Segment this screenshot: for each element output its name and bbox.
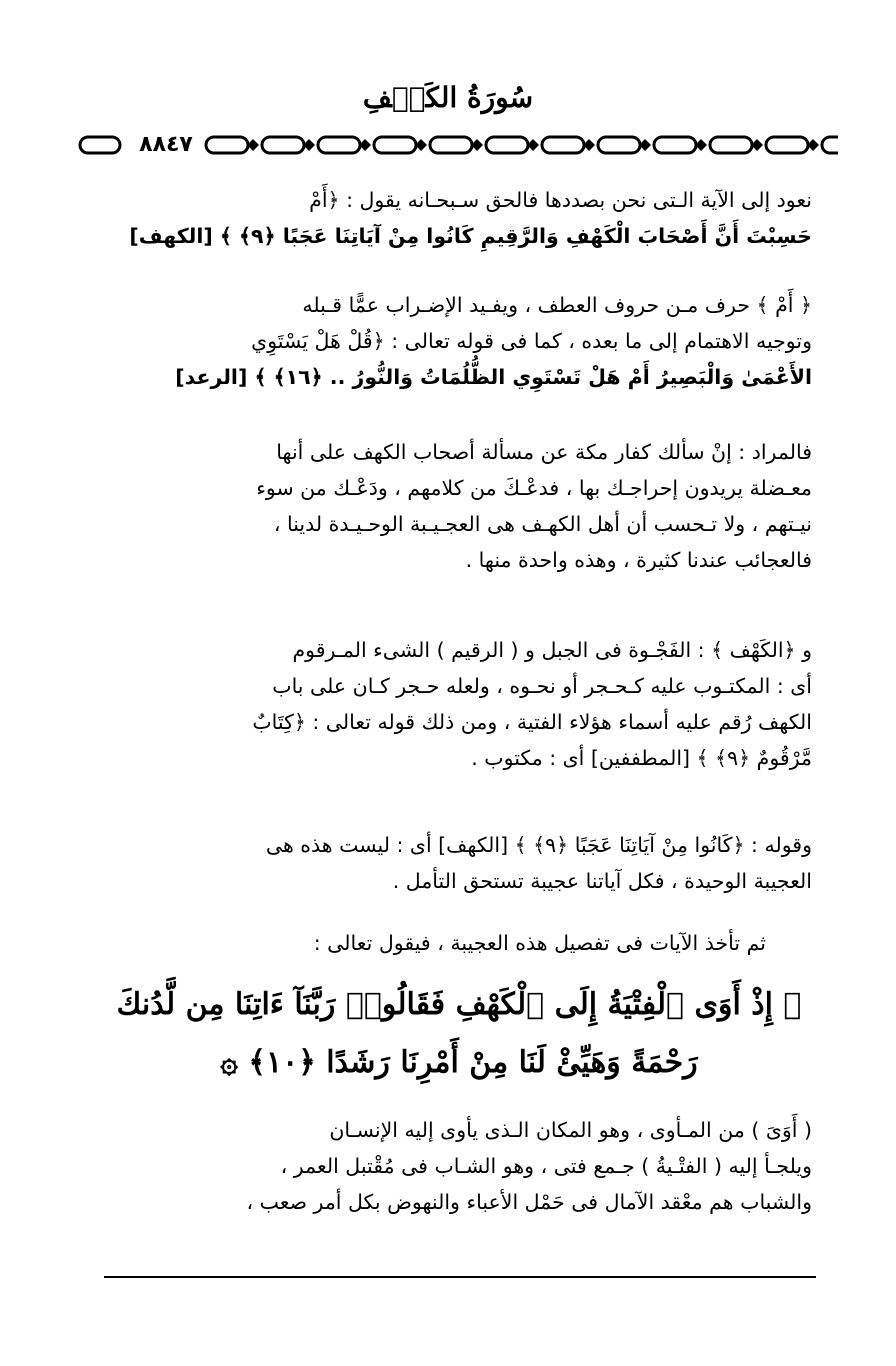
text-line: ﴿ أَمْ ﴾ حرف مـن حروف العطف ، ويفـيد الإضـراب عمًّا قـبله [302,293,812,317]
paragraph-2 [104,287,812,395]
paragraph-5 [104,827,812,899]
surah-title: سُورَةُ الكَهۡفِ [362,81,534,114]
text-line: فالعجائب عندنا كثيرة ، وهذه واحدة منها . [465,548,812,572]
text-line: أى : المكتـوب عليه كـحـجر أو نحـوه ، ولعله حـجر كـان على باب [272,674,812,698]
verse-line-2: رَحْمَةً وَهَيِّئْ لَنَا مِنْ أَمْرِنَا رَشَدًا ﴿١٠﴾ ۞ [220,1045,698,1080]
paragraph-4 [104,632,812,776]
ornamental-border [78,128,838,162]
paragraph-6 [104,925,812,961]
text-line: العجيبة الوحيدة ، فكل آياتنا عجيبة تستحق التأمل . [392,869,812,893]
text-line: وتوجيه الاهتمام إلى ما بعده ، كما فى قوله تعالى : ﴿قُلْ هَلْ يَسْتَوِي [251,329,812,353]
page-number: ٨٨٤٧ [130,130,202,160]
quran-verse [104,976,814,1092]
text-line: وقوله : ﴿كَانُوا مِنْ آيَاتِنَا عَجَبًا ﴿٩﴾ ﴾ [الكهف] أى : ليست هذه هى [265,833,812,857]
explanation-paragraph [104,1112,812,1220]
paragraph-3 [104,434,812,578]
text-line: ( أَوَىَ ) من المـأوى ، وهو المكان الـذى يأوى إليه الإنسـان [329,1118,812,1142]
paragraph-1 [104,182,812,254]
text-line: نعود إلى الآية الـتى نحن بصددها فالحق سـبحـانه يقول : ﴿أَمْ [309,188,812,212]
text-line: و ﴿الكَهْف ﴾ : الفَجْـوة فى الجبل و ( الرقيم ) الشىء المـرقوم [292,638,812,662]
text-line: نيـتهم ، ولا تـحسب أن أهل الكهـف هى العجـيـبة الوحـيـدة لدينا ، [273,512,812,536]
text-line: ويلجـأ إليه ( الفتْـيةُ ) جـمع فتى ، وهو الشـاب فى مُقْتبل العمر ، [280,1154,812,1178]
text-line: ثم تأخذ الآيات فى تفصيل هذه العجيبة ، فيقول تعالى : [313,931,766,955]
text-line: والشباب هم معْقد الآمال فى حَمْل الأعباء والنهوض بكل أمر صعب ، [246,1190,812,1214]
verse-line-1: ۞ إِذْ أَوَى ٱلْفِتْيَةُ إِلَى ٱلْكَهْفِ فَقَالُوا۟ رَبَّنَآ ءَاتِنَا مِن لَّدُنكَ [116,987,802,1022]
text-line: فالمراد : إنْ سألك كفار مكة عن مسألة أصحاب الكهف على أنها [276,440,812,464]
footer-divider [104,1276,816,1278]
text-line: الكهف رُقم عليه أسماء هؤلاء الفتية ، ومن ذلك قوله تعالى : ﴿كِتَابٌ [252,710,812,734]
text-line: معـضلة يريدون إحراجـك بها ، فدعْـكَ من كلامهم ، ودَعْـك من سوء [256,476,812,500]
quran-quote-line: حَسِبْتَ أَنَّ أَصْحَابَ الْكَهْفِ وَالرَّقِيمِ كَانُوا مِنْ آيَاتِنَا عَجَبًا ﴿٩﴾ ﴾ [الكهف] [129,224,812,248]
quran-quote-line: الأَعْمَىٰ وَالْبَصِيرُ أَمْ هَلْ تَسْتَوِي الظُّلُمَاتُ وَالنُّورُ .. ﴿١٦﴾ ﴾ [الرعد] [175,365,812,389]
text-line: مَّرْقُومٌ ﴿٩﴾ ﴾ [المطففين] أى : مكتوب . [471,746,812,770]
